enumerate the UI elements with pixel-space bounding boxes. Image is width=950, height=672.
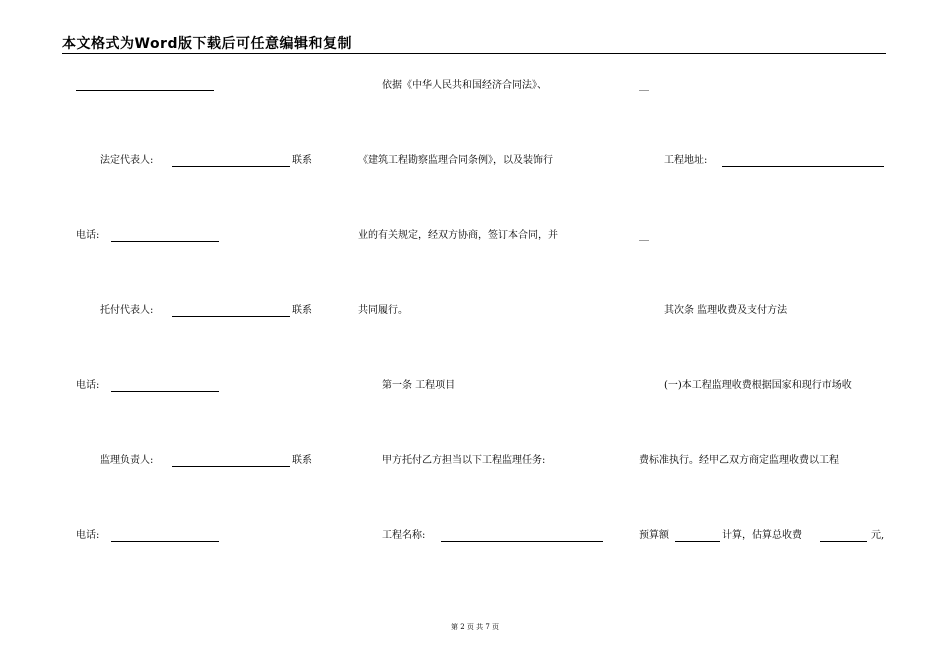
fee-text-line-2: 费标准执行。经甲乙双方商定监理收费以工程 [639,455,839,466]
fee-text-line-3c: 元, [871,530,885,541]
article-1-text: 甲方托付乙方担当以下工程监理任务: [382,455,546,466]
page-header-title: 本文格式为Word版下载后可任意编辑和复制 [62,36,352,52]
fee-text-line-3b: 计算，估算总收费 [722,530,802,541]
signature-blank-top [76,90,214,91]
contract-basis-line-2: 《建筑工程勘察监理合同条例》，以及装饰行 [358,155,553,166]
page-header-rule [62,53,886,54]
phone-blank-3 [111,541,219,542]
project-address-label: 工程地址: [664,155,708,166]
contact-label-2: 联系 [292,305,312,316]
article-2-heading: 其次条 监理收费及支付方法 [664,305,788,316]
article-1-heading: 第一条 工程项目 [382,380,456,391]
legal-rep-blank [172,166,290,167]
entrusted-rep-blank [172,316,290,317]
project-name-blank [441,541,603,542]
project-name-label: 工程名称: [382,530,426,541]
contact-label-1: 联系 [292,155,312,166]
legal-rep-label: 法定代表人: [100,155,154,166]
supervisor-blank [172,466,290,467]
contract-basis-line-3: 业的有关规定，经双方协商，签订本合同，并 [358,230,558,241]
project-address-blank [722,166,884,167]
entrusted-rep-label: 托付代表人: [100,305,154,316]
fee-text-line-1: (一)本工程监理收费根据国家和现行市场收 [664,380,852,391]
budget-blank [675,541,720,542]
page-footer: 第 2 页 共 7 页 [450,623,500,631]
phone-blank-2 [111,391,219,392]
contract-basis-line-4: 共同履行。 [358,305,408,316]
phone-label-2: 电话: [76,380,100,391]
contract-basis-line-1: 依据《中华人民共和国经济合同法》、 [382,80,547,91]
dash-1: __ [639,80,649,91]
phone-blank-1 [111,241,219,242]
supervisor-label: 监理负责人: [100,455,154,466]
phone-label-3: 电话: [76,530,100,541]
phone-label-1: 电话: [76,230,100,241]
dash-2: __ [639,230,649,241]
fee-text-line-3a: 预算额 [639,530,669,541]
total-fee-blank [820,541,867,542]
contact-label-3: 联系 [292,455,312,466]
